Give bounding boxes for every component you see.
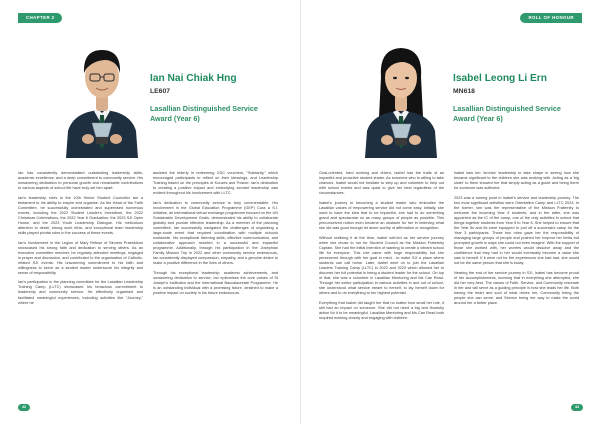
text-column-2	[153, 171, 278, 301]
paragraph: 2023 was a turning point in Isabel's service and leadership journey. The two most significant activities were Orientation Camp and LLTC 2023. In the former, she was the representative of the Mission Fraternity to welcome the incoming Year 5 students, and in the latter, she was appointed as the IC of the camp, one of the only activities in school that brings together students from Year 5 to Year 6. She helped to ensure that the Year 5s and 6s were equipped to pull off a successful camp for the Year 3 participants. These two roles gave her the responsibility of managing large groups of people and pushed her beyond her limits but prompted growth in ways she could not even imagine. With the support of those she worked with, her worries would dissolve away and the confidence that they had in her would eventually become a value she saw in herself. If it were not for the experiences she had had, she would not be the same person that she is today.	[454, 195, 579, 266]
text-column-1	[18, 171, 143, 310]
paragraph: Without realising it at the time, Isabel self-led as her service journey when she chose to run for Student Council as the Mission Fraternity Captain. She had the initial intention of wanting to create a vibrant school life for everyone. This role came with huge responsibility but she persevered through with her goal in mind - to make SJI a place where students can call home. Later, Isabel went on to join the Lasallian Leaders Training Camp (LLTC) in 2022 and 2023 which allowed her to discover her full potential in being a student leader for the school. On top of that, she was a volunteer in Lasallian Mentoring and Ms Can Read. Through her active participation in various activities in and out of school, she understood what service meant to herself, to lay herself down for others and to do everything to her highest potential.	[319, 235, 444, 296]
student-class: LE607	[150, 88, 171, 95]
award-title: Lasallian Distinguished Service Award (Year 6)	[453, 104, 561, 123]
paragraph: Nearing the end of her service journey in SJI, Isabel has become proud of her accomplishments, knowing that in everything she attempted, she did her very best. The values of Faith, Service, and Community resonate in her and will serve as a guiding principle in how she leads her life. Both having the heart and soul of what drives her, Community being the people she can serve, and Service being her way to make the world around her a better place.	[454, 270, 579, 306]
text-column-1	[319, 171, 444, 325]
paragraph: assisted the elderly in redeeming CDC vouchers, "Solidarity," which encouraged participants to reflect on their blessings, and Leadership Training based on the principles of Kouzes and Posner. Ian's dedication to creating a positive impact and embodying servant leadership was evident throughout his involvement with LLTC.	[153, 171, 278, 196]
text-column-2	[454, 171, 579, 311]
award-title: Lasallian Distinguished Service Award (Year 6)	[150, 104, 258, 123]
paragraph: Everything that Isabel did taught her that no matter how small her role, it still had an impact on someone. She did not need a big and flourishy action for it to be meaningful. Lasallian Mentoring and Ms Can Read both required working closely and engaging with children.	[319, 300, 444, 320]
paragraph: Isabel's journey to becoming a student leader who embodies the Lasallian values of empowering service did not come easy. Initially, she used to have the idea that to be impactful, she had to do something grand and spectacular so as many groups of people as possible. This preconceived notion even became an obstacle for her in believing what she did was good enough let alone worthy of affirmation or recognition.	[319, 200, 444, 230]
paragraph: Goal-oriented, hard working and driven, Isabel has the traits of an impactful and proactive student leader. As someone who is willing to take chances, Isabel would not hesitate to step up and volunteer to help out with school events and was quick to give her best regardless of the circumstances.	[319, 171, 444, 196]
paragraph: Ian has consistently demonstrated outstanding leadership skills, academic excellence, and a deep commitment to community service. His unwavering dedication to personal growth and remarkable contributions to various aspects of school life have truly set him apart.	[18, 171, 143, 191]
student-class: MN618	[453, 88, 475, 95]
section-tab: ROLL OF HONOUR	[520, 13, 582, 23]
paragraph: Ian's participation in the planning committee for the Lasallian Leadership Training Camp (LLTC) showcased his tenacious commitment to leadership and community service. He effectively organised and facilitated meaningful experiences, including activities like "Journey," where he	[18, 280, 143, 305]
paragraph: Isabel saw her 'service' leadership to take shape in seeing how she became significant to the children she was working with. Acting as a 'big sister' to them showed her that simply acting as a guide and being there for someone was sufficient.	[454, 171, 579, 191]
paragraph: Ian's involvement in the Legion of Mary Refuse of Sinners Praesidium showcased his strong faith and dedication to serving others. As an executive committee member, he regularly attended meetings, engaged in prayer and discussion, and contributed to the organisation of Catholic-related SJI events. His unwavering commitment to his faith and willingness to serve as a student leader underscore his integrity and sense of responsibility.	[18, 240, 143, 275]
student-name: Isabel Leong Li Ern	[453, 73, 547, 84]
right-page	[300, 0, 600, 424]
student-portrait-ian	[58, 33, 146, 158]
paragraph: Ian's leadership roles in the 10th Senior Student Councillor are a testament to his ability to inspire and organise. As the Head of the Faith Committee, he successfully orchestrated and supervised numerous events, including the 2022 Student Leader's Investiture, the 2022 Christmas Celebrations, the 2022 Year 6 Graduation, the 2023 SJI Open House, and the 2023 Youth Leadership Dialogue. His meticulous attention to detail, strong work ethic, and exceptional team leadership skills played pivotal roles in the success of these events.	[18, 195, 143, 236]
student-name: Ian Nai Chiak Hng	[150, 73, 237, 84]
student-portrait-isabel	[357, 33, 445, 158]
paragraph: Ian's dedication to community service is truly commendable. His involvement in the Global Education Programme (GEP) Cura a S.I. initiative, an international virtual exchange programme focused on the UN Sustainable Development Goals, demonstrated his ability to collaborate globally and provide effective leadership. As a member of the planning committee, Ian successfully navigated the challenges of organising a large-scale event that required coordination with multiple schools worldwide. His exceptional listening skills, effective communication, and collaborative approach resulted in a successful and impactful programme. Additionally, through his participation in the Josephian Family Mission Trip in 2022 and other community service endeavours, Ian consistently displayed compassion, empathy, and a genuine desire to make a positive difference in the lives of others.	[153, 200, 278, 266]
page-number: 42	[18, 404, 30, 411]
chapter-tab: CHAPTER 2	[18, 13, 62, 23]
paragraph: Through his exceptional leadership, academic achievements, and unwavering dedication to service, Ian epitomises the core values of St Joseph's Institution and the International Baccalaureate Programme. He is an outstanding individual with a promising future, destined to make a positive impact on society in his future endeavours.	[153, 270, 278, 296]
page-number: 43	[571, 404, 583, 411]
